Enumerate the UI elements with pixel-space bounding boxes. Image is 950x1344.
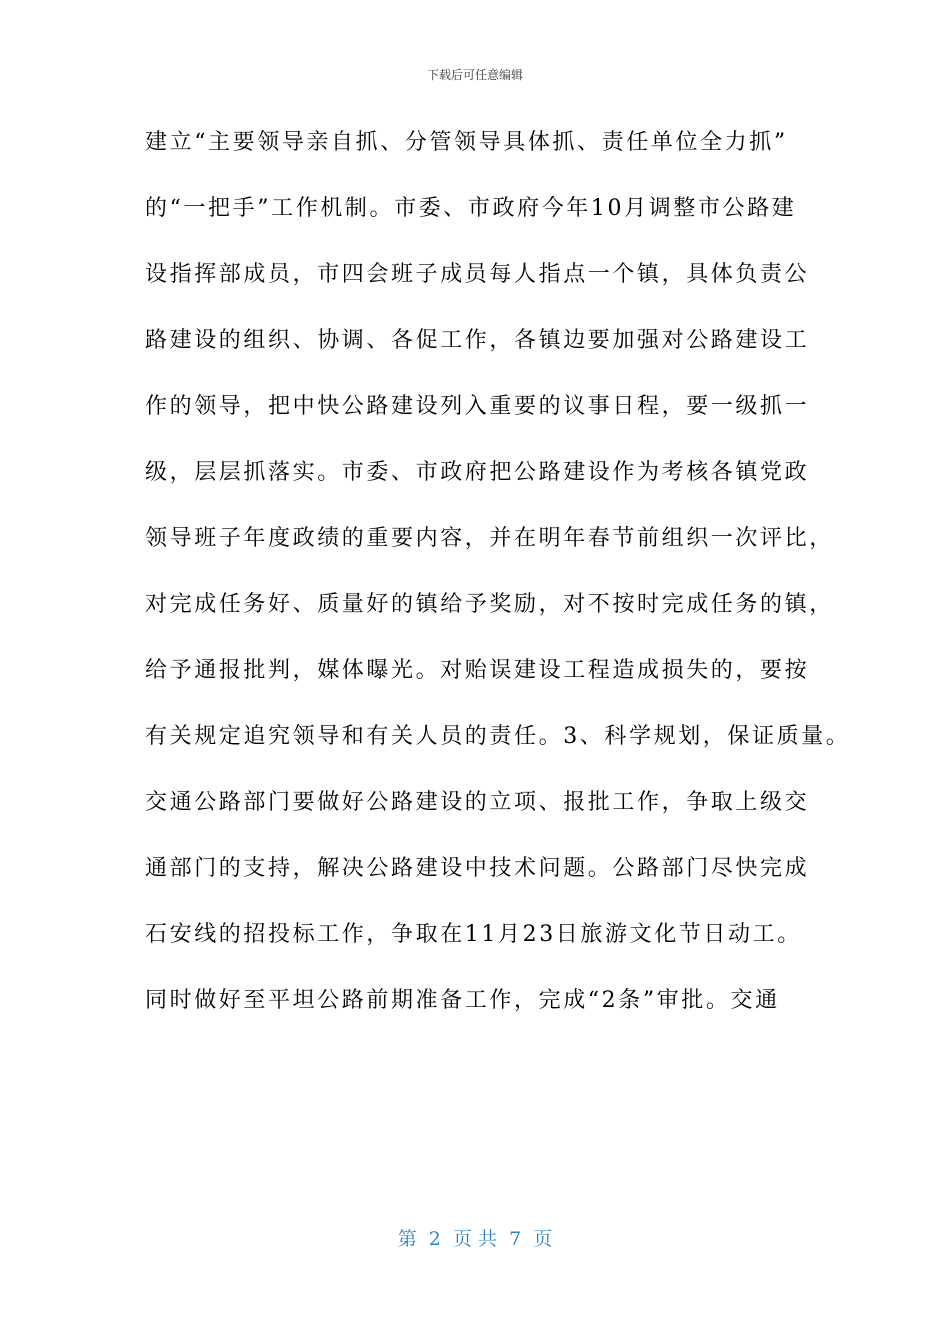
body-text-line: 作的领导，把中快公路建设列入重要的议事日程，要一级抓一: [145, 394, 810, 419]
body-text-line: 路建设的组织、协调、各促工作，各镇边要加强对公路建设工: [145, 328, 810, 353]
body-text-line: 交通公路部门要做好公路建设的立项、报批工作，争取上级交: [145, 790, 810, 815]
body-text-line: 同时做好至平坦公路前期准备工作，完成“2条”审批。交通: [145, 988, 780, 1013]
body-text-line: 建立“主要领导亲自抓、分管领导具体抓、责任单位全力抓”: [145, 130, 788, 155]
body-text-line: 级，层层抓落实。市委、市政府把公路建设作为考核各镇党政: [145, 460, 810, 485]
page-header-note: 下载后可任意编辑: [426, 68, 523, 82]
body-text-line: 设指挥部成员，市四会班子成员每人指点一个镇，具体负责公: [145, 262, 810, 287]
body-text-line: 领导班子年度政绩的重要内容，并在明年春节前组织一次评比，: [145, 526, 834, 551]
document-body: [145, 118, 851, 1042]
body-text-line: 有关规定追究领导和有关人员的责任。3、科学规划，保证质量。: [145, 724, 851, 749]
body-text-line: 给予通报批判，媒体曝光。对贻误建设工程造成损失的，要按: [145, 658, 810, 683]
body-text-line: 石安线的招投标工作，争取在11月23日旅游文化节日动工。: [145, 922, 802, 947]
body-text-line: 对完成任务好、质量好的镇给予奖励，对不按时完成任务的镇，: [145, 592, 834, 617]
body-text-line: 通部门的支持，解决公路建设中技术问题。公路部门尽快完成: [145, 856, 810, 881]
page-number-footer: 第 2 页 共 7 页: [397, 1228, 553, 1250]
body-text-line: 的“一把手”工作机制。市委、市政府今年10月调整市公路建: [145, 196, 797, 221]
